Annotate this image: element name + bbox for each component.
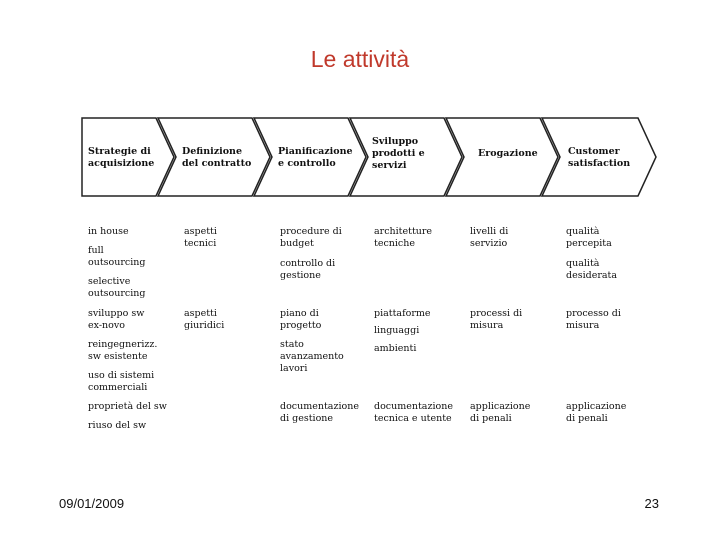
activity-item: documentazione tecnica e utente xyxy=(374,401,453,424)
activity-item: qualità percepita xyxy=(566,226,612,249)
activity-item: proprietà del sw xyxy=(88,401,167,412)
activity-diagram xyxy=(80,116,660,436)
stage-label-erogazione: Erogazione xyxy=(478,148,538,159)
activity-item: in house xyxy=(88,226,129,237)
footer-date: 09/01/2009 xyxy=(59,496,125,511)
activity-item: documentazione di gestione xyxy=(280,401,359,424)
stage-label-customer: Customer satisfaction xyxy=(568,146,631,169)
activity-item: piano di progetto xyxy=(280,308,322,331)
activity-item: aspetti giuridici xyxy=(184,308,225,331)
activity-item: aspetti tecnici xyxy=(184,226,217,249)
activity-item: applicazione di penali xyxy=(470,401,531,424)
activity-item: linguaggi xyxy=(374,325,420,336)
activity-item: piattaforme xyxy=(374,308,431,319)
activity-item: selective outsourcing xyxy=(88,276,146,299)
activity-item: processi di misura xyxy=(470,308,523,331)
activity-item: qualità desiderata xyxy=(566,258,618,281)
slide-title: Le attività xyxy=(310,46,410,72)
activity-item: ambienti xyxy=(374,343,417,354)
page-number: 23 xyxy=(644,496,659,511)
activity-item: procedure di budget xyxy=(280,226,342,249)
activity-item: uso di sistemi commerciali xyxy=(88,370,155,393)
stage-label-strategie: Strategie di acquisizione xyxy=(88,146,155,169)
activity-item: sviluppo sw ex-novo xyxy=(88,308,145,331)
activity-item: architetture tecniche xyxy=(374,226,433,249)
activity-item: processo di misura xyxy=(566,308,621,331)
activity-item: stato avanzamento lavori xyxy=(280,339,344,374)
stage-label-pianificazione: Pianificazione e controllo xyxy=(278,146,353,169)
activity-item: riuso del sw xyxy=(88,420,147,431)
activity-item: reingegnerizz. sw esistente xyxy=(88,339,158,362)
activity-item: livelli di servizio xyxy=(470,226,509,249)
activity-item: controllo di gestione xyxy=(280,258,336,281)
stage-label-definizione: Definizione del contratto xyxy=(182,146,252,169)
activity-item: applicazione di penali xyxy=(566,401,627,424)
activity-item: full outsourcing xyxy=(88,245,146,268)
stage-label-sviluppo: Sviluppo prodotti e servizi xyxy=(372,136,425,171)
